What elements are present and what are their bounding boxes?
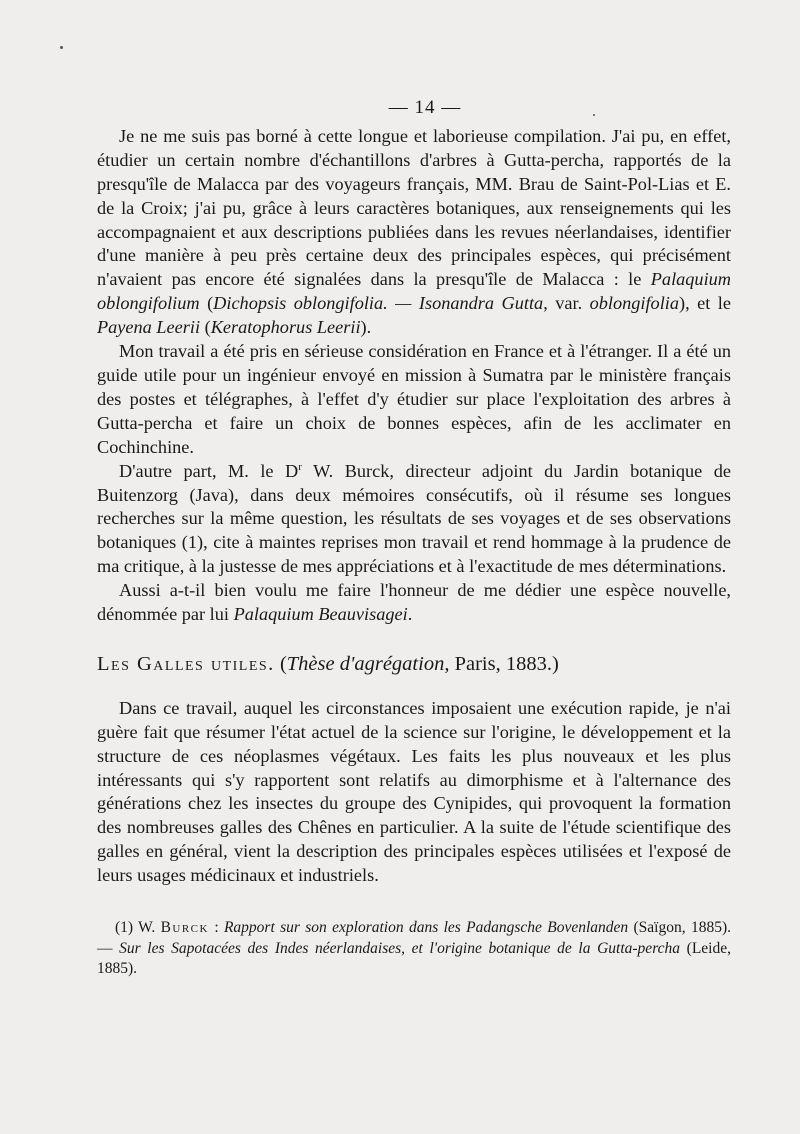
species-name: Palaquium oblongifolium <box>97 269 731 314</box>
text-run: Aussi a-t-il bien voulu me faire l'honneur de me dédier une espèce nouvelle, dénommée par lui <box>97 580 731 625</box>
citation-title: Sur les Sapotacées des Indes néerlandaises, et l'origine botanique de la Gutta-percha <box>119 939 681 957</box>
section-heading <box>97 653 731 677</box>
text-run: (1) W. <box>115 919 161 937</box>
text-run: D'autre part, M. le D <box>119 460 299 481</box>
text-run: ( <box>199 293 214 314</box>
citation-title: Rapport sur son exploration dans les Padangsche Bovenlanden <box>223 919 629 937</box>
text-run: , Paris, 1883.) <box>444 652 559 675</box>
thesis-label: Thèse d'agrégation <box>286 652 445 675</box>
text-run: (Saïgon, 1885). — <box>97 919 731 957</box>
paragraph: Dans ce travail, auquel les circonstances imposaient une exécution rapide, je n'ai guère fait que résumer l'état actuel de la science sur l'origine, le développement et la structure de ces néoplasmes végétaux. Les faits les plus nouveaux et les plus intéressants qui s'y rapportent sont relatifs au dimorphisme et à l'alternance des générations chez les insectes du groupe des Cynipides, qui provoquent la formation des nombreuses galles des Chênes en particulier. A la suite de l'étude scientifique des galles en général, vient la description des principales espèces utilisées et l'exposé de leurs usages médicinaux et industriels. <box>97 697 731 886</box>
paper-speck <box>60 46 63 49</box>
species-name: Dichopsis oblongifolia. — Isonandra Gutta <box>213 293 544 314</box>
text-run: ( <box>274 652 287 675</box>
text-run: : <box>208 919 224 937</box>
author-name: Burck <box>160 919 209 937</box>
superscript: r <box>298 460 302 473</box>
page-content <box>97 96 731 980</box>
species-name: Keratophorus Leerii <box>210 317 361 338</box>
text-run: ), et le <box>679 293 731 314</box>
footnotes <box>97 918 731 980</box>
text-run: , var. <box>543 293 590 314</box>
species-name: Payena Leerii <box>97 317 201 338</box>
text-run: W. Burck, directeur adjoint du Jardin botanique de Buitenzorg (Java), dans deux mémoires consécutifs, où il résume ses longues recherches sur la même question, les résultats de ses voyages et de ses observations botaniques (1), cite à maintes reprises mon travail et rend hommage à la prudence de ma critique, à la justesse de mes appréciations et à l'exactitude de mes déterminations. <box>97 460 731 577</box>
text-run: ( <box>200 317 211 338</box>
section-title: Les Galles utiles. <box>97 652 275 675</box>
page-number: — 14 — <box>388 97 462 118</box>
paragraph <box>97 579 731 627</box>
text-run: ). <box>360 317 372 338</box>
footnote <box>97 918 731 980</box>
paragraph <box>97 460 731 580</box>
paragraph: Mon travail a été pris en sérieuse considération en France et à l'étranger. Il a été un guide utile pour un ingénieur envoyé en mission à Sumatra par le ministère français des postes et télégraphes, à l'effet d'y étudier sur place l'exploitation des arbres à Gutta-percha et faire un choix de bonnes espèces, afin de les acclimater en Cochinchine. <box>97 341 731 457</box>
species-name: oblongifolia <box>589 293 679 314</box>
paragraph <box>97 125 731 340</box>
text-run: Je ne me suis pas borné à cette longue et laborieuse compilation. J'ai pu, en effet, étudier un certain nombre d'échantillons d'arbres à Gutta-percha, rapportés de la presqu'île de Malacca par des voyageurs français, MM. Brau de Saint-Pol-Lias et E. de la Croix; j'ai pu, grâce à leurs caractères botaniques, aux renseignements qui les accompagnaient et aux descriptions publiées dans les revues néerlandaises, identifier d'une manière à peu près certaine deux des principales espèces, qui précisément n'avaient pas encore été signalées dans la presqu'île de Malacca : le <box>97 125 731 290</box>
text-run: (Leide, 1885). <box>97 939 731 978</box>
text-run: . <box>407 604 413 625</box>
species-name: Palaquium Beauvisagei <box>233 604 408 625</box>
